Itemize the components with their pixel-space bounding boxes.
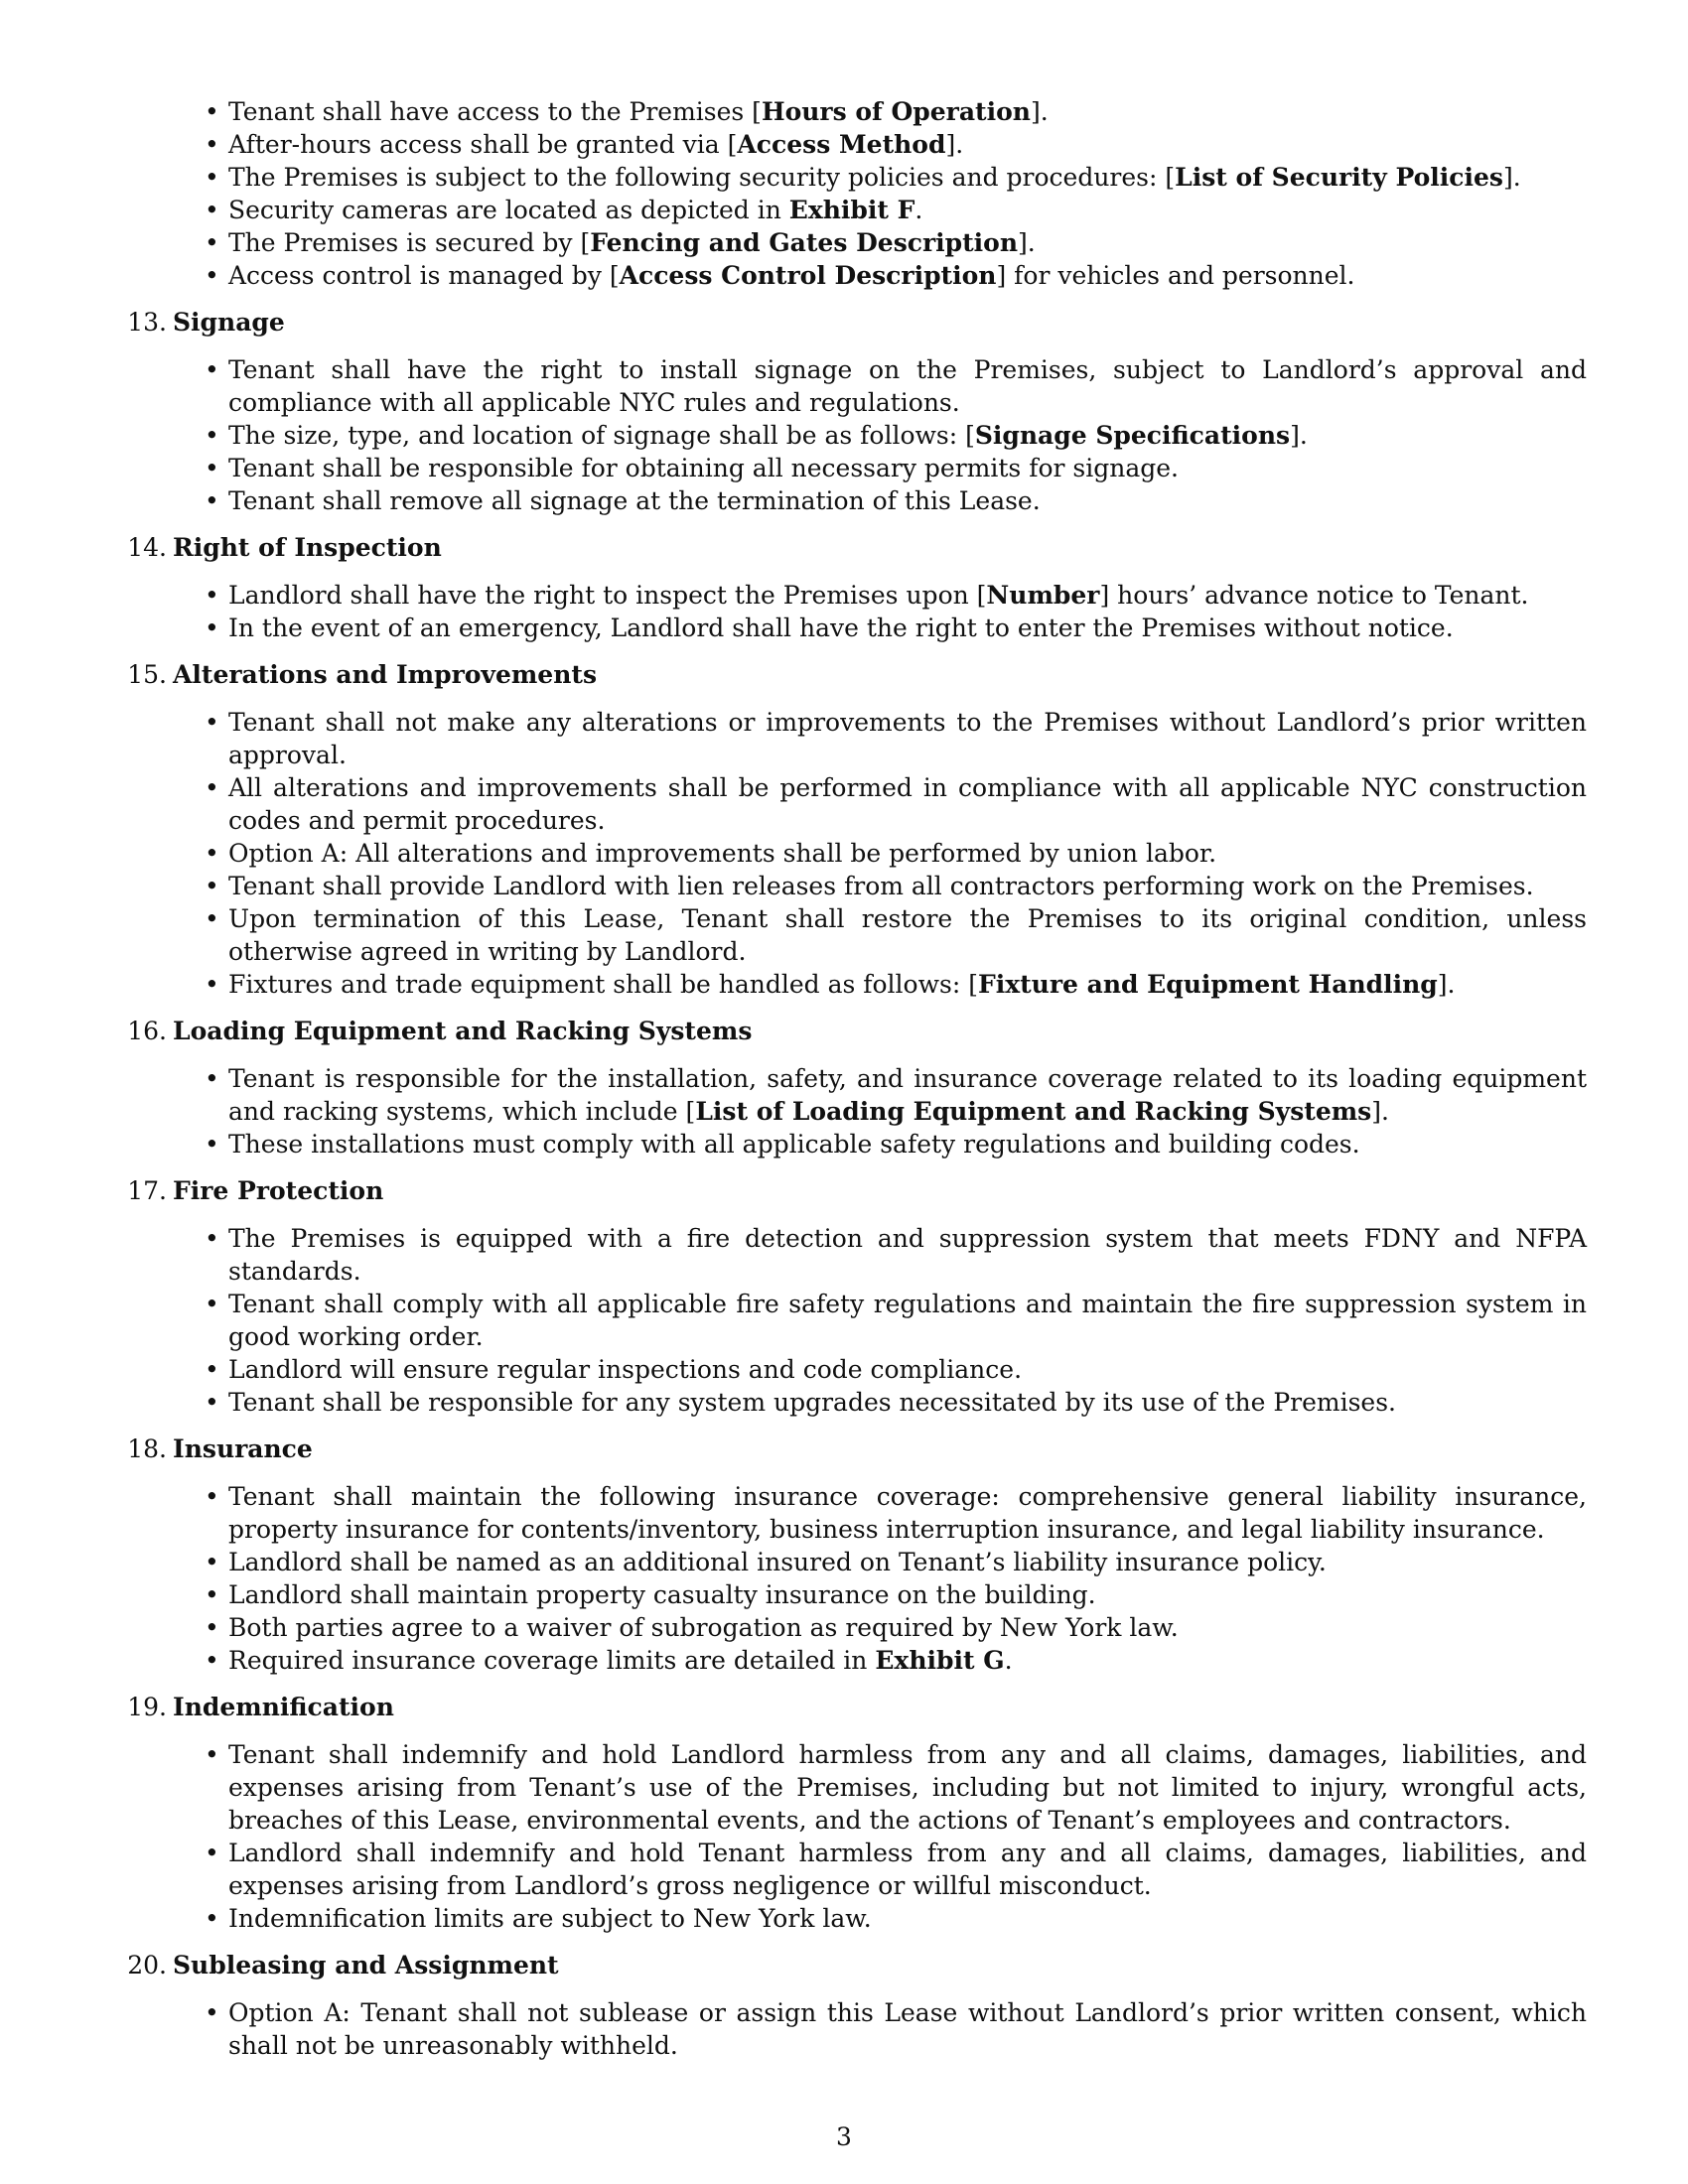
section-heading xyxy=(117,531,1587,564)
item-text: Tenant shall be responsible for obtaining all necessary permits for signage. xyxy=(228,454,1179,482)
section-title: Alterations and Improvements xyxy=(173,660,598,689)
bullet-list xyxy=(117,1996,1587,2062)
section-number: 17. xyxy=(127,1176,167,1205)
section-title: Right of Inspection xyxy=(173,533,442,562)
placeholder-field: Access Control Description xyxy=(619,261,997,290)
item-text: Tenant shall provide Landlord with lien releases from all contractors performing work on the Premises. xyxy=(228,872,1534,900)
bullet-list xyxy=(117,1480,1587,1677)
item-text: Landlord will ensure regular inspections and code compliance. xyxy=(228,1355,1023,1384)
section xyxy=(117,1949,1587,2062)
placeholder-field: Exhibit G xyxy=(875,1646,1005,1675)
list-item xyxy=(117,1062,1587,1128)
list-item xyxy=(117,1288,1587,1353)
list-item xyxy=(117,968,1587,1001)
section xyxy=(117,658,1587,1001)
item-text: Tenant shall maintain the following insurance coverage: comprehensive general liability insurance, property insurance for contents/inventory, business interruption insurance, and legal liability insurance. xyxy=(228,1482,1587,1544)
section-title: Signage xyxy=(173,308,285,337)
bullet-list xyxy=(117,1222,1587,1419)
list-item xyxy=(117,1837,1587,1902)
document-page xyxy=(117,95,1587,2076)
list-item xyxy=(117,870,1587,902)
bullet-list xyxy=(117,579,1587,644)
item-text: ]. xyxy=(1502,163,1521,192)
item-text: Access control is managed by [ xyxy=(228,261,620,290)
placeholder-field: Fixture and Equipment Handling xyxy=(977,970,1438,999)
list-item xyxy=(117,1738,1587,1837)
list-item xyxy=(117,612,1587,644)
placeholder-field: Number xyxy=(986,581,1100,610)
item-text: ]. xyxy=(945,130,964,159)
list-item xyxy=(117,1611,1587,1644)
item-text: . xyxy=(914,196,923,224)
section-heading xyxy=(117,1174,1587,1207)
list-item xyxy=(117,419,1587,452)
section xyxy=(117,531,1587,644)
placeholder-field: Access Method xyxy=(737,130,946,159)
bullet-list xyxy=(117,1062,1587,1160)
list-item xyxy=(117,1546,1587,1578)
list-item xyxy=(117,128,1587,161)
item-text: The Premises is secured by [ xyxy=(228,228,591,257)
item-text: In the event of an emergency, Landlord shall have the right to enter the Premises without notice. xyxy=(228,614,1454,642)
item-text: The Premises is subject to the following security policies and procedures: [ xyxy=(228,163,1176,192)
item-text: ]. xyxy=(1018,228,1036,257)
item-text: Tenant shall be responsible for any system upgrades necessitated by its use of the Premises. xyxy=(228,1388,1397,1417)
item-text: Required insurance coverage limits are detailed in xyxy=(228,1646,876,1675)
section xyxy=(117,1433,1587,1677)
item-text: Landlord shall be named as an additional insured on Tenant’s liability insurance policy. xyxy=(228,1548,1327,1576)
list-item xyxy=(117,484,1587,517)
access-security-list xyxy=(117,95,1587,292)
section xyxy=(117,1691,1587,1935)
item-text: The size, type, and location of signage shall be as follows: [ xyxy=(228,421,975,450)
item-text: Landlord shall have the right to inspect the Premises upon [ xyxy=(228,581,987,610)
item-text: Upon termination of this Lease, Tenant shall restore the Premises to its original condition, unless otherwise agreed in writing by Landlord. xyxy=(228,904,1587,966)
section-number: 14. xyxy=(127,533,167,562)
item-text: All alterations and improvements shall be performed in compliance with all applicable NYC construction codes and permit procedures. xyxy=(228,773,1587,835)
item-text: ]. xyxy=(1290,421,1308,450)
section-number: 13. xyxy=(127,308,167,337)
section-number: 16. xyxy=(127,1017,167,1045)
section-heading xyxy=(117,306,1587,339)
page-number: 3 xyxy=(836,2122,852,2151)
list-item xyxy=(117,902,1587,968)
list-item xyxy=(117,579,1587,612)
item-text: Tenant shall comply with all applicable fire safety regulations and maintain the fire suppression system in good working order. xyxy=(228,1290,1587,1351)
list-item xyxy=(117,1578,1587,1611)
item-text: Landlord shall indemnify and hold Tenant harmless from any and all claims, damages, liabilities, and expenses arising from Landlord’s gross negligence or willful misconduct. xyxy=(228,1839,1587,1900)
list-item xyxy=(117,1222,1587,1288)
bullet-list xyxy=(117,706,1587,1001)
bullet-list xyxy=(117,353,1587,517)
item-text: ]. xyxy=(1030,97,1049,126)
lease-sections xyxy=(117,306,1587,2062)
item-text: After-hours access shall be granted via [ xyxy=(228,130,738,159)
section-heading xyxy=(117,1691,1587,1723)
list-item xyxy=(117,1996,1587,2062)
bullet-list xyxy=(117,1738,1587,1935)
item-text: Tenant is responsible for the installation, safety, and insurance coverage related to its loading equipment and racking systems, which include [ xyxy=(228,1064,1587,1126)
section-title: Insurance xyxy=(173,1434,313,1463)
list-item xyxy=(117,1353,1587,1386)
list-item xyxy=(117,1902,1587,1935)
item-text: Option A: Tenant shall not sublease or assign this Lease without Landlord’s prior written consent, which shall not be unreasonably withheld. xyxy=(228,1998,1587,2060)
item-text: Tenant shall have the right to install signage on the Premises, subject to Landlord’s approval and compliance with all applicable NYC rules and regulations. xyxy=(228,355,1587,417)
list-item xyxy=(117,194,1587,226)
item-text: ]. xyxy=(1437,970,1456,999)
item-text: Tenant shall not make any alterations or improvements to the Premises without Landlord’s prior written approval. xyxy=(228,708,1587,769)
list-item xyxy=(117,226,1587,259)
list-item xyxy=(117,353,1587,419)
item-text: Fixtures and trade equipment shall be handled as follows: [ xyxy=(228,970,978,999)
list-item xyxy=(117,771,1587,837)
item-text: Tenant shall indemnify and hold Landlord harmless from any and all claims, damages, liabilities, and expenses arising from Tenant’s use of the Premises, including but not limited to injury, wrongful acts, breaches of this Lease, environmental events, and the actions of Tenant’s employees and contractors. xyxy=(228,1740,1587,1835)
item-text: The Premises is equipped with a fire detection and suppression system that meets FDNY and NFPA standards. xyxy=(228,1224,1587,1286)
placeholder-field: Exhibit F xyxy=(788,196,915,224)
section xyxy=(117,1015,1587,1160)
placeholder-field: Signage Specifications xyxy=(974,421,1291,450)
section xyxy=(117,306,1587,517)
list-item xyxy=(117,1128,1587,1160)
section xyxy=(117,1174,1587,1419)
item-text: ] hours’ advance notice to Tenant. xyxy=(1099,581,1529,610)
list-item xyxy=(117,1644,1587,1677)
placeholder-field: Hours of Operation xyxy=(761,97,1031,126)
item-text: . xyxy=(1004,1646,1013,1675)
list-item xyxy=(117,706,1587,771)
section-number: 15. xyxy=(127,660,167,689)
item-text: Tenant shall remove all signage at the termination of this Lease. xyxy=(228,486,1041,515)
placeholder-field: List of Security Policies xyxy=(1175,163,1503,192)
section-number: 20. xyxy=(127,1951,167,1979)
list-item xyxy=(117,1386,1587,1419)
section-title: Indemnification xyxy=(173,1693,394,1721)
item-text: Both parties agree to a waiver of subrogation as required by New York law. xyxy=(228,1613,1179,1642)
section-heading xyxy=(117,1949,1587,1981)
section-title: Loading Equipment and Racking Systems xyxy=(173,1017,753,1045)
item-text: Option A: All alterations and improvements shall be performed by union labor. xyxy=(228,839,1217,868)
item-text: These installations must comply with all applicable safety regulations and building codes. xyxy=(228,1130,1360,1159)
section-number: 18. xyxy=(127,1434,167,1463)
placeholder-field: Fencing and Gates Description xyxy=(590,228,1019,257)
list-item xyxy=(117,95,1587,128)
section-title: Subleasing and Assignment xyxy=(173,1951,559,1979)
item-text: ]. xyxy=(1371,1097,1389,1126)
section-heading xyxy=(117,1433,1587,1465)
list-item xyxy=(117,837,1587,870)
section-heading xyxy=(117,1015,1587,1047)
section-heading xyxy=(117,658,1587,691)
list-item xyxy=(117,259,1587,292)
section-number: 19. xyxy=(127,1693,167,1721)
item-text: ] for vehicles and personnel. xyxy=(996,261,1355,290)
section-title: Fire Protection xyxy=(173,1176,384,1205)
list-item xyxy=(117,161,1587,194)
item-text: Security cameras are located as depicted in xyxy=(228,196,789,224)
item-text: Tenant shall have access to the Premises [ xyxy=(228,97,762,126)
item-text: Indemnification limits are subject to New York law. xyxy=(228,1904,872,1933)
placeholder-field: List of Loading Equipment and Racking Systems xyxy=(695,1097,1372,1126)
list-item xyxy=(117,452,1587,484)
list-item xyxy=(117,1480,1587,1546)
item-text: Landlord shall maintain property casualty insurance on the building. xyxy=(228,1580,1096,1609)
